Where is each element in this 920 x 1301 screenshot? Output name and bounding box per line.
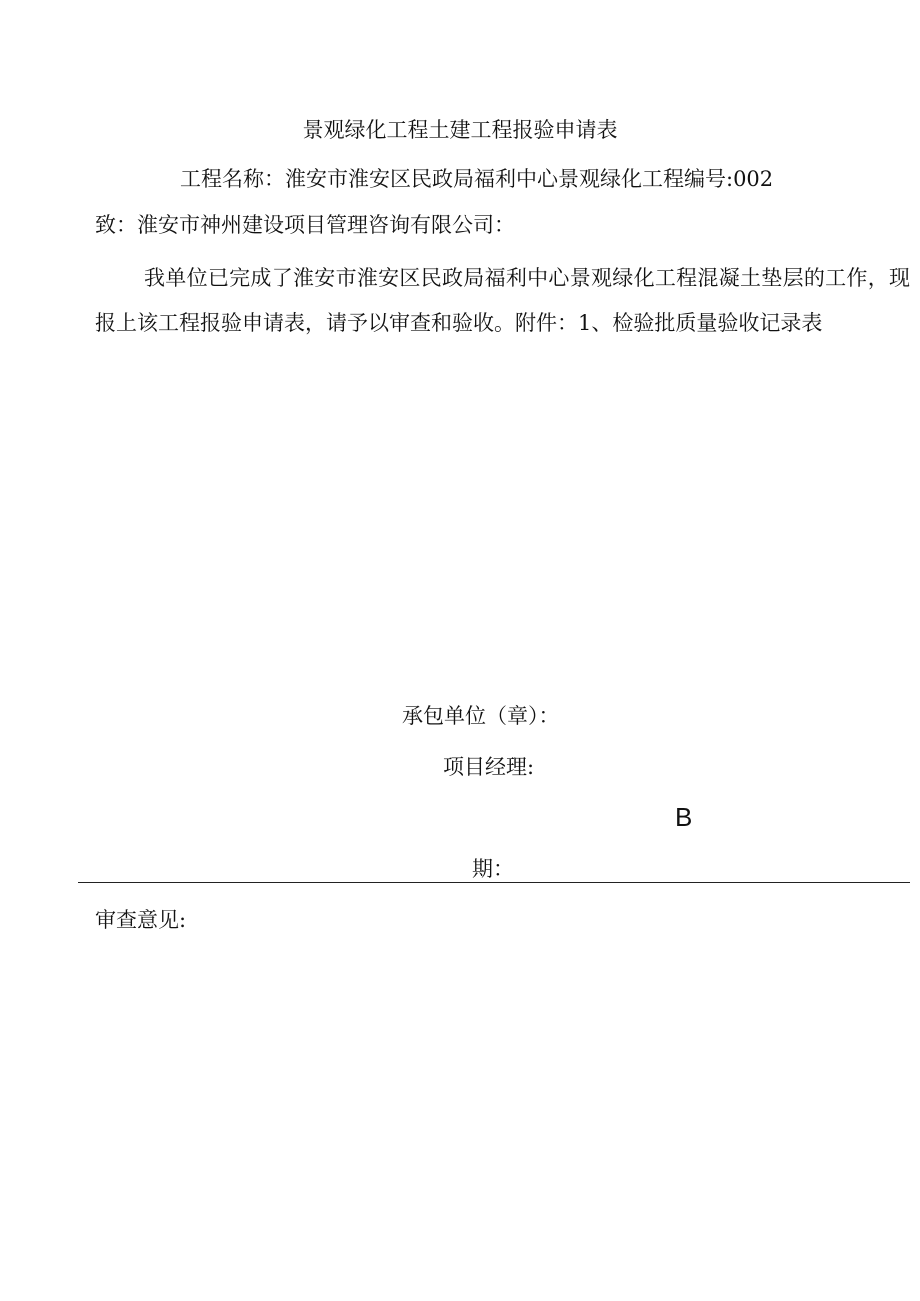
section-divider: [78, 882, 910, 883]
review-opinion-label: 审查意见:: [95, 908, 187, 932]
project-name-line: 工程名称：淮安市淮安区民政局福利中心景观绿化工程编号:002: [180, 167, 774, 191]
date-label: 期：: [472, 857, 514, 881]
project-manager-label: 项目经理:: [443, 755, 535, 779]
date-letter: B: [675, 802, 693, 832]
body-paragraph: 我单位已完成了淮安市淮安区民政局福利中心景观绿化工程混凝土垫层的工作，现报上该工程报验申请表，请予以审查和验收。附件：1、检验批质量验收记录表: [95, 266, 910, 335]
form-title: 景观绿化工程土建工程报验申请表: [302, 118, 618, 142]
addressee-line: 致：淮安市神州建设项目管理咨询有限公司：: [95, 213, 515, 237]
contractor-seal-label: 承包单位（章）：: [402, 704, 560, 728]
